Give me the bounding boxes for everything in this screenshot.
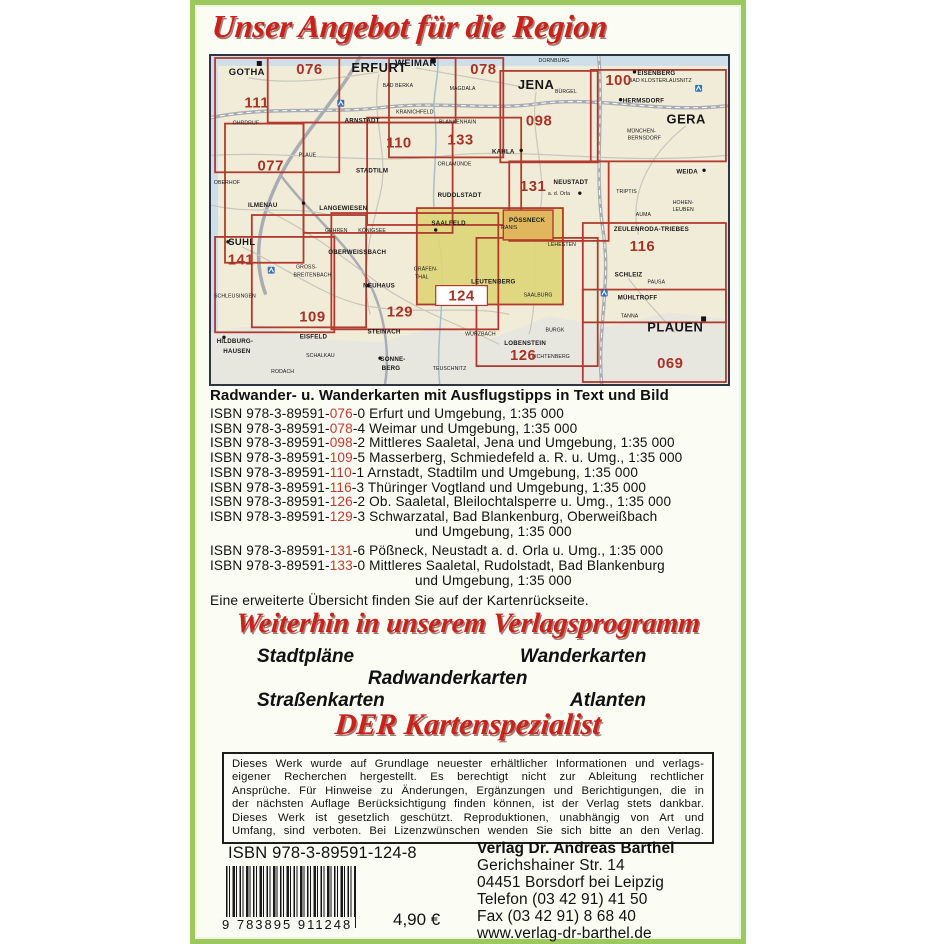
map-tile-number-110: 110 — [386, 135, 412, 152]
footer-isbn: ISBN 978-3-89591-124-8 — [228, 844, 417, 862]
disclaimer-line-4: der nächsten Auflage Berücksichtigung finden können, ist der Verlag stets dankbar. — [232, 798, 704, 811]
map-tile-number-129: 129 — [386, 304, 414, 321]
publisher-fax: Fax (03 42 91) 8 68 40 — [477, 908, 637, 925]
town-label-bad-berka: BAD BERKA — [382, 82, 414, 89]
map-tile-number-124: 124 — [448, 288, 475, 305]
town-label-saalfeld: SAALFELD — [431, 219, 466, 227]
map-back-cover-card — [190, 0, 746, 944]
town-label-kahla: KAHLA — [492, 148, 515, 156]
town-label-gehren: GEHREN — [324, 227, 348, 234]
town-label-pausa: PAUSA — [647, 279, 666, 286]
town-label-berg: BERG — [381, 365, 401, 373]
town-label-schleusingen: SCHLEUSINGEN — [213, 293, 256, 300]
town-label-auma: AUMA — [635, 212, 652, 219]
publisher-web: www.verlag-dr-barthel.de — [477, 925, 652, 942]
program-item-wanderkarten: Wanderkarten — [520, 646, 647, 667]
map-tile-number-076: 076 — [296, 61, 323, 78]
town-dot-marker — [702, 169, 705, 172]
catalog-entry-126: ISBN 978-3-89591-126-2 Ob. Saaletal, Bleilochtalsperre u. Umg., 1:35 000 — [210, 494, 672, 510]
catalog-entry-129: ISBN 978-3-89591-129-3 Schwarzatal, Bad Blankenburg, Oberweißbach — [210, 508, 658, 524]
town-label-leuben: LEUBEN — [672, 207, 694, 214]
program-item-radwanderkarten: Radwanderkarten — [368, 668, 528, 689]
catalog-note: Eine erweiterte Übersicht finden Sie auf der Kartenrückseite. — [210, 593, 589, 609]
town-label-k-nigsee: KÖNIGSEE — [358, 227, 386, 234]
town-label-plaue: PLAUE — [298, 152, 317, 159]
town-label-ilmenau: ILMENAU — [248, 202, 278, 210]
catalog-entry-129-continuation: und Umgebung, 1:35 000 — [415, 523, 572, 539]
town-label-m-hltroff: MÜHLTROFF — [617, 294, 658, 302]
town-label-lehesten: LEHESTEN — [547, 241, 576, 248]
town-dot-marker — [434, 228, 437, 231]
town-label-schalkau: SCHALKAU — [306, 353, 335, 360]
town-label-arnstadt: ARNSTADT — [344, 117, 380, 125]
town-label-p-ssneck: PÖSSNECK — [509, 216, 546, 224]
program-heading: Weiterhin in unserem Verlagsprogramm — [234, 608, 702, 639]
town-label-gotha: GOTHA — [228, 66, 265, 78]
town-label-m-nchen-: MÜNCHEN- — [627, 128, 656, 135]
town-label-bernsdorf: BERNSDORF — [627, 135, 662, 142]
town-label-ohrdruf: OHRDRUF — [232, 120, 260, 127]
town-label-hermsdorf: HERMSDORF — [622, 97, 665, 105]
program-item-stadtplaene: Stadtpläne — [257, 646, 355, 667]
barcode-digits: 9 783895 911248 — [219, 917, 355, 932]
town-label-jena: JENA — [517, 76, 555, 92]
town-label-kranichfeld: KRANICHFELD — [396, 109, 434, 116]
region-overview-map — [209, 54, 730, 386]
town-label-hohen-: HOHEN- — [672, 200, 694, 207]
catalog-section — [210, 387, 728, 608]
map-tile-number-098: 098 — [525, 113, 553, 130]
publisher-city: 04451 Borsdorf bei Leipzig — [477, 874, 665, 891]
catalog-entry-133-continuation: und Umgebung, 1:35 000 — [415, 572, 572, 588]
map-tile-number-069: 069 — [657, 356, 684, 373]
catalog-entry-116: ISBN 978-3-89591-116-3 Thüringer Vogtland und Umgebung, 1:35 000 — [210, 479, 647, 495]
town-label-breitenbach: BREITENBACH — [293, 272, 332, 279]
price-label: 4,90 € — [393, 910, 441, 929]
map-tile-number-141: 141 — [227, 252, 255, 269]
publisher-phone: Telefon (03 42 91) 41 50 — [477, 891, 648, 908]
town-label-lichtenberg: LICHTENBERG — [532, 354, 570, 361]
town-label-langewiesen: LANGEWIESEN — [319, 205, 368, 213]
town-label-b-rgel: BÜRGEL — [555, 88, 577, 95]
region-map-svg — [211, 56, 728, 384]
town-square-marker — [257, 61, 262, 66]
map-tile-number-100: 100 — [605, 72, 632, 89]
ean-barcode — [222, 866, 356, 932]
town-label-neuhaus: NEUHAUS — [363, 282, 395, 290]
town-label-stadtilm: STADTILM — [355, 167, 389, 175]
map-tile-number-077: 077 — [257, 158, 284, 175]
town-label-erfurt: ERFURT — [351, 59, 407, 75]
town-label-gross-: GROSS- — [296, 264, 317, 271]
town-label-oberweissbach: OBERWEISSBACH — [328, 248, 387, 256]
town-label-gr-fen-: GRÄFEN- — [413, 266, 438, 273]
town-label-burgk: BURGK — [545, 327, 565, 334]
town-label-blankenhain: BLANKENHAIN — [438, 119, 477, 126]
town-label-saalburg: SAALBURG — [523, 292, 553, 299]
town-label-dornburg: DORNBURG — [538, 57, 570, 64]
town-label-tanna: TANNA — [620, 313, 639, 320]
town-label-a-d-orla: a. d. Orla — [547, 191, 571, 198]
town-label-triptis: TRIPTIS — [616, 189, 637, 196]
map-tile-number-116: 116 — [629, 238, 656, 255]
map-tile-number-133: 133 — [447, 132, 474, 149]
catalog-heading: Radwander- u. Wanderkarten mit Ausflugstipps in Text und Bild — [210, 387, 669, 404]
catalog-entry-076: ISBN 978-3-89591-076-0 Erfurt und Umgebung, 1:35 000 — [210, 406, 564, 421]
town-label-thal: THAL — [415, 274, 429, 281]
town-label-hildburg-: HILDBURG- — [216, 338, 254, 346]
publisher-street: Gerichshainer Str. 14 — [477, 857, 625, 874]
town-label-eisfeld: EISFELD — [299, 333, 328, 341]
copyright-disclaimer-box — [222, 752, 714, 844]
town-label-sonne-: SONNE- — [380, 356, 406, 364]
disclaimer-line-1: Dieses Werk wurde auf Grundlage neuester erhältlicher Informationen und verlags- — [232, 758, 704, 770]
town-label-plauen: PLAUEN — [647, 319, 704, 335]
town-dot-marker — [302, 201, 305, 204]
map-tile-number-109: 109 — [299, 309, 326, 326]
town-label-weida: WEIDA — [676, 168, 698, 176]
catalog-entry-110: ISBN 978-3-89591-110-1 Arnstadt, Stadtilm und Umgebung, 1:35 000 — [210, 464, 639, 480]
town-label-steinach: STEINACH — [367, 328, 401, 336]
catalog-entry-098: ISBN 978-3-89591-098-2 Mittleres Saaletal, Jena und Umgebung, 1:35 000 — [210, 435, 675, 451]
town-label-bad-klosterlausnitz: BAD KLOSTERLAUSNITZ — [628, 77, 692, 84]
publisher-address-block — [477, 840, 675, 942]
publisher-tagline: DER Kartenspezialist — [333, 708, 603, 741]
town-label-suhl: SUHL — [228, 236, 256, 248]
town-dot-marker — [633, 70, 636, 73]
disclaimer-line-2: eigener Recherchen hergestellt. Es berechtigt nicht zur Ableitung rechtlicher — [232, 771, 704, 784]
catalog-entry-078: ISBN 978-3-89591-078-4 Weimar und Umgebung, 1:35 000 — [210, 420, 578, 436]
program-item-strassenkarten: Straßenkarten — [257, 690, 385, 711]
page-title: Unser Angebot für die Region — [210, 8, 609, 44]
town-label-hausen: HAUSEN — [223, 348, 251, 356]
disclaimer-line-6: Umfang, sind verboten. Bei Lizenzwünschen wenden Sie sich bitte an den Verlag. — [232, 825, 704, 838]
map-tile-number-111: 111 — [244, 95, 270, 112]
town-label-rodach: RODACH — [271, 369, 295, 376]
town-label-eisenberg: EISENBERG — [637, 69, 676, 77]
map-tile-number-078: 078 — [470, 61, 497, 78]
map-tile-number-131: 131 — [519, 179, 547, 196]
town-label-lobenstein: LOBENSTEIN — [504, 340, 546, 348]
town-label-gera: GERA — [666, 111, 706, 127]
town-label-magdala: MAGDALA — [449, 85, 476, 92]
catalog-entry-131: ISBN 978-3-89591-131-6 Pößneck, Neustadt a. d. Orla u. Umg., 1:35 000 — [210, 543, 664, 559]
publisher-name: Verlag Dr. Andreas Barthel — [477, 840, 675, 857]
map-tile-number-126: 126 — [510, 348, 537, 365]
town-dot-marker — [578, 191, 581, 194]
disclaimer-line-3: Ansprüche. Für Hinweise zu Änderungen, Ergänzungen und Berichtigungen, die in — [232, 784, 704, 797]
catalog-entry-list — [210, 407, 728, 588]
town-label-oberhof: OBERHOF — [213, 180, 241, 187]
town-label-rudolstadt: RUDOLSTADT — [437, 192, 482, 200]
town-label-teuschnitz: TEUSCHNITZ — [432, 366, 467, 373]
catalog-entry-133: ISBN 978-3-89591-133-0 Mittleres Saaletal, Rudolstadt, Bad Blankenburg — [210, 558, 665, 574]
disclaimer-line-5: Dieses Werk ist gesetzlich geschützt. Reproduktionen, unabhängig von Art und — [232, 811, 704, 824]
town-label-ranis: RANIS — [501, 224, 518, 231]
town-label-zeulenroda-triebes: ZEULENRODA-TRIEBES — [613, 225, 689, 233]
town-label-wurzbach: WURZBACH — [465, 331, 496, 338]
town-label-neustadt: NEUSTADT — [553, 179, 589, 187]
town-label-orlam-nde: ORLAMÜNDE — [437, 161, 472, 168]
town-label-weimar: WEIMAR — [394, 57, 437, 69]
town-label-schleiz: SCHLEIZ — [614, 271, 643, 279]
town-dot-marker — [519, 149, 522, 152]
town-label-leutenberg: LEUTENBERG — [471, 278, 516, 286]
program-item-atlanten: Atlanten — [570, 690, 646, 711]
catalog-entry-109: ISBN 978-3-89591-109-5 Masserberg, Schmiedefeld a. R. u. Umg., 1:35 000 — [210, 450, 683, 466]
